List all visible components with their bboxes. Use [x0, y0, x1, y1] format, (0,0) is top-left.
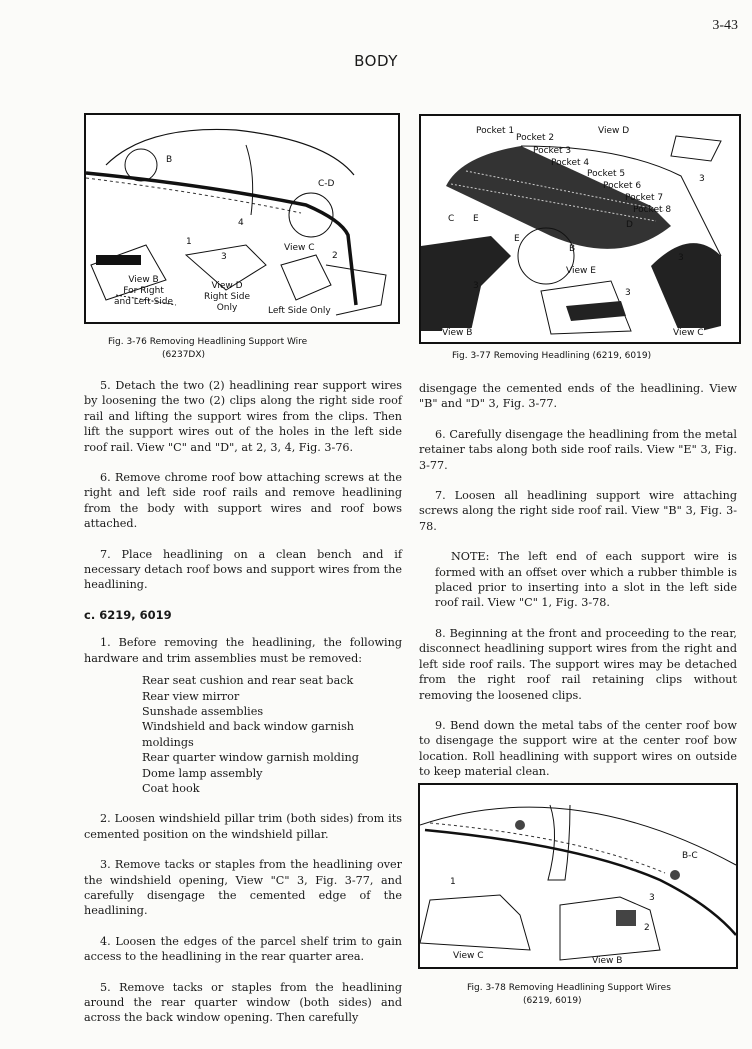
page-title: BODY [354, 52, 398, 70]
callout-view-c: View C [284, 243, 315, 253]
callout-view-b: View B [442, 328, 473, 338]
paragraph-c-step-3: 3. Remove tacks or staples from the headlining over the windshield opening, View "C" 3, Fig. 3-77, and carefully disengage the cemented edge of the headlining. [84, 858, 402, 918]
paragraph-step-6: 6. Remove chrome roof bow attaching screws at the right and left side roof rails and remove headlining from the body with support wires and roof bows attached. [84, 471, 402, 531]
callout-c: C [448, 214, 455, 224]
callout-1: 1 [450, 877, 456, 887]
callout-2: 2 [644, 923, 650, 933]
callout-1: 1 [186, 237, 192, 247]
callout-view-e: View E [566, 266, 596, 276]
callout-pocket-3: Pocket 3 [533, 146, 572, 156]
paragraph-c-step-5: 5. Remove tacks or staples from the headlining around the rear quarter window (both sides) and across the back window opening. Then carefully [84, 980, 402, 1025]
callout-3-view-c: 3 [678, 253, 684, 263]
removal-list [142, 673, 402, 796]
callout-view-b: View B [592, 956, 623, 966]
paragraph-step-5: 5. Detach the two (2) headlining rear support wires by loosening the two (2) clips along the right side roof rail and lifting the support wires from the clips. Then lift the support wires out of the holes in the left side roof rail. View "C" and "D", at 2, 3, 4, Fig. 3-76. [84, 379, 402, 454]
list-item: Rear quarter window garnish molding [142, 751, 359, 765]
figure-3-76 [84, 113, 400, 324]
callout-2: 2 [332, 251, 338, 261]
callout-3-view-e: 3 [625, 288, 631, 298]
callout-view-c: View C [453, 951, 484, 961]
figure-3-76-caption: Fig. 3-76 Removing Headlining Support Wire (6237DX) [108, 337, 308, 360]
left-column [84, 378, 402, 1041]
paragraph-step-7: 7. Place headlining on a clean bench and if necessary detach roof bows and support wires from the headlining. [84, 547, 402, 592]
right-column [419, 381, 737, 795]
callout-b: B [569, 244, 576, 254]
paragraph-c-step-6: 6. Carefully disengage the headlining from the metal retainer tabs along both side roof rails. View "E" 3, Fig. 3-77. [419, 427, 737, 472]
headlining-pockets-illustration [421, 116, 739, 342]
section-heading: c. 6219, 6019 [84, 607, 172, 622]
figure-3-77 [419, 114, 741, 344]
callout-3: 3 [649, 893, 655, 903]
paragraph-c-step-2: 2. Loosen windshield pillar trim (both sides) from its cemented position on the windshield pillar. [84, 812, 402, 841]
callout-view-d: View D [598, 126, 630, 136]
callout-3: 3 [221, 252, 227, 262]
figure-3-77-caption: Fig. 3-77 Removing Headlining (6219, 6019) [452, 351, 652, 361]
list-item: Dome lamp assembly [142, 766, 263, 780]
callout-4: 4 [238, 218, 244, 228]
callout-b: B [166, 155, 173, 165]
callout-bc: B-C [682, 851, 698, 861]
figure-3-78-caption: Fig. 3-78 Removing Headlining Support Wires (6219, 6019) [467, 983, 671, 1006]
callout-pocket-5: Pocket 5 [587, 169, 626, 179]
paragraph-c-step-7: 7. Loosen all headlining support wire attaching screws along the right side roof rail. View "B" 3, Fig. 3-78. [419, 489, 737, 533]
paragraph-c-step-8: 8. Beginning at the front and proceeding to the rear, disconnect headlining support wires from the right and left side roof rails. The support wires may be detached from the right roof rail retaining clips without removing the loosened clips. [419, 626, 737, 702]
paragraph-continuation: disengage the cemented ends of the headlining. View "B" and "D" 3, Fig. 3-77. [419, 382, 737, 411]
callout-pocket-4: Pocket 4 [551, 158, 590, 168]
callout-3-view-b: 3 [473, 281, 479, 291]
callout-view-c: View C [673, 328, 704, 338]
support-wires-illustration [420, 785, 736, 967]
list-item: Rear seat cushion and rear seat back [142, 674, 354, 688]
note-paragraph: NOTE: The left end of each support wire is formed with an offset over which a rubber thimble is placed prior to inserting into a slot in the left side roof rail. View "C" 1, Fig. 3-78. [435, 550, 737, 610]
callout-e-2: E [514, 234, 520, 244]
list-item: Rear view mirror [142, 689, 240, 703]
callout-3-view-d: 3 [699, 174, 705, 184]
callout-pocket-6: Pocket 6 [603, 181, 642, 191]
page-number: 3-43 [712, 18, 738, 33]
paragraph-c-step-4: 4. Loosen the edges of the parcel shelf trim to gain access to the headlining in the rear quarter area. [84, 934, 402, 964]
list-item: Coat hook [142, 781, 200, 795]
callout-pocket-1: Pocket 1 [476, 126, 515, 136]
list-item: Windshield and back window garnish moldings [142, 720, 355, 749]
callout-pocket-2: Pocket 2 [516, 133, 555, 143]
paragraph-c-step-9: 9. Bend down the metal tabs of the center roof bow to disengage the support wire at the center roof bow location. Roll headlining with support wires on outside to keep material clean. [419, 718, 737, 779]
callout-e-1: E [473, 214, 479, 224]
callout-cd: C-D [318, 179, 335, 189]
callout-pocket-7: Pocket 7 [625, 193, 664, 203]
figure-3-78 [418, 783, 738, 969]
callout-d: D [626, 220, 633, 230]
paragraph-c-step-1: 1. Before removing the headlining, the following hardware and trim assemblies must be removed: [84, 636, 402, 665]
list-item: Sunshade assemblies [142, 704, 264, 718]
left-side-only-label: Left Side Only [268, 306, 331, 316]
callout-pocket-8: Pocket 8 [633, 205, 672, 215]
view-b-label: View B For Right and Left Side [114, 275, 174, 307]
view-d-label: View D Right Side Only [204, 281, 251, 313]
